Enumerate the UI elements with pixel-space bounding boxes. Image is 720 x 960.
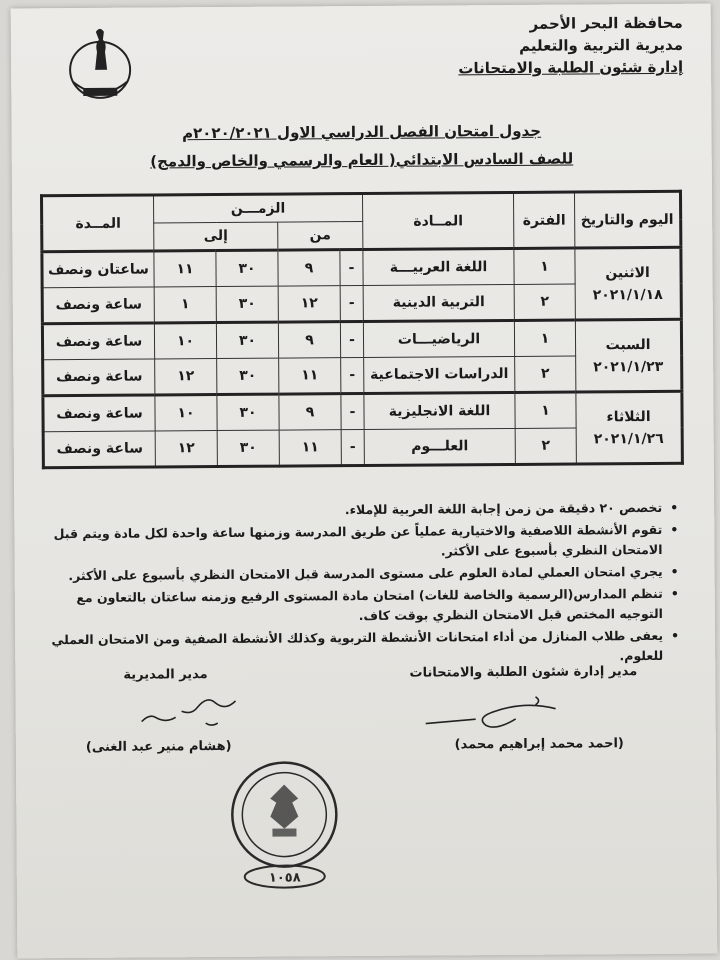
header-from: من — [278, 222, 363, 251]
title-block — [11, 116, 711, 177]
subject-cell: العلـــوم — [364, 428, 515, 465]
to-hour-cell: ١٠ — [155, 395, 217, 431]
table-row — [42, 247, 681, 287]
handwritten-signature-right-icon — [415, 689, 565, 736]
to-minute-cell: ٣٠ — [216, 286, 278, 322]
signature-title-left: مدير المديرية — [123, 667, 208, 683]
from-hour-cell: ١٢ — [278, 286, 340, 322]
header-day-date: اليوم والتاريخ — [574, 191, 680, 248]
to-hour-cell: ١١ — [154, 251, 216, 287]
dash-cell: - — [340, 286, 363, 322]
from-hour-cell: ١١ — [279, 430, 341, 466]
note-item: • يعفى طلاب المنازل من أداء امتحانات الأنشطة التربوية وكذلك الأنشطة الصفية ومن الامتحان العملي للعلوم. — [41, 626, 663, 670]
note-item: • يجري امتحان العملي لمادة العلوم على مستوى المدرسة قبل الامتحان النظري بأسبوع على الأكثر. — [41, 562, 663, 586]
header-period: الفترة — [513, 192, 574, 248]
handwritten-signature-left-icon — [135, 687, 245, 736]
note-item: • تقوم الأنشطة اللاصفية والاختيارية عملياً عن طريق المدرسة وزمنها ساعة واحدة لكل مادة ويتم قبل الامتحان النظري بأسبوع على الأكثر. — [40, 520, 662, 564]
period-cell: ١ — [514, 320, 575, 356]
signature-title-right: مدير إدارة شئون الطلبة والامتحانات — [409, 664, 638, 681]
signatory-name-right: (احمد محمد إبراهيم محمد) — [454, 736, 624, 753]
notes-block — [40, 498, 681, 672]
stamp-number: ١٠٥٨ — [268, 870, 301, 886]
dash-cell: - — [340, 250, 363, 286]
duration-cell: ساعة ونصف — [43, 359, 155, 396]
table-row — [43, 391, 682, 431]
duration-cell: ساعة ونصف — [43, 395, 155, 432]
to-minute-cell: ٣٠ — [217, 430, 279, 466]
table-row — [42, 319, 681, 359]
subject-cell: الرياضيـــات — [363, 320, 514, 357]
duration-cell: ساعة ونصف — [42, 287, 154, 324]
day-date: ٢٠٢١/١/١٨ — [592, 286, 663, 303]
dash-cell: - — [340, 322, 363, 358]
day-date: ٢٠٢١/١/٢٦ — [593, 430, 664, 447]
from-hour-cell: ١١ — [279, 358, 341, 394]
dash-cell: - — [341, 429, 364, 465]
subject-cell: الدراسات الاجتماعية — [364, 356, 515, 393]
header-duration: المــدة — [42, 195, 154, 252]
dash-cell: - — [341, 357, 364, 393]
period-cell: ٢ — [514, 284, 575, 320]
period-cell: ٢ — [515, 356, 576, 392]
day-cell — [575, 247, 682, 320]
note-item: • تخصص ٢٠ دقيقة من زمن إجابة اللغة العربية للإملاء. — [40, 498, 662, 522]
subject-cell: اللغة الانجليزية — [364, 392, 515, 429]
official-stamp-icon — [224, 758, 351, 891]
to-minute-cell: ٣٠ — [216, 322, 278, 358]
period-cell: ١ — [515, 392, 576, 428]
schedule-subtitle: للصف السادس الابتدائي( العام والرسمي والخاص والدمج) — [150, 149, 574, 171]
subject-cell: التربية الدينية — [363, 284, 514, 321]
header-time: الزمـــن — [153, 194, 362, 223]
duration-cell: ساعة ونصف — [42, 323, 154, 360]
day-name: الثلاثاء — [606, 408, 651, 425]
ministry-logo-icon — [65, 22, 136, 106]
to-minute-cell: ٣٠ — [216, 250, 278, 286]
day-date: ٢٠٢١/١/٢٣ — [593, 358, 664, 375]
day-name: السبت — [605, 336, 651, 353]
to-hour-cell: ١٠ — [154, 323, 216, 359]
from-hour-cell: ٩ — [279, 394, 341, 430]
period-cell: ١ — [514, 248, 575, 284]
day-name: الاثنين — [605, 264, 650, 281]
to-hour-cell: ١٢ — [155, 359, 217, 395]
header-governorate: محافظة البحر الأحمر — [529, 13, 683, 33]
day-cell — [575, 319, 682, 392]
duration-cell: ساعة ونصف — [43, 431, 155, 468]
to-hour-cell: ١٢ — [155, 431, 217, 467]
from-hour-cell: ٩ — [278, 322, 340, 358]
schedule-title: جدول امتحان الفصل الدراسي الاول ٢٠٢٠/٢٠٢١م — [182, 121, 542, 143]
subject-cell: اللغة العربيـــة — [363, 248, 514, 285]
header-administration: إدارة شئون الطلبة والامتحانات — [458, 57, 684, 78]
duration-cell: ساعتان ونصف — [42, 251, 154, 288]
header-to: إلى — [154, 222, 278, 251]
document-page — [11, 4, 718, 959]
from-hour-cell: ٩ — [278, 250, 340, 286]
dash-cell: - — [341, 393, 364, 429]
header-subject: المــادة — [362, 192, 513, 249]
header-block — [458, 12, 683, 80]
day-cell — [576, 391, 683, 464]
exam-schedule-table — [40, 190, 684, 469]
header-directorate: مديرية التربية والتعليم — [519, 35, 684, 55]
to-minute-cell: ٣٠ — [217, 394, 279, 430]
note-item: • تنظم المدارس(الرسمية والخاصة للغات) امتحان مادة المستوى الرفيع وزمنه ساعتان بالتعاون مع التوجيه المختص قبل الامتحان النظري بوقت كاف. — [41, 584, 663, 628]
to-hour-cell: ١ — [154, 287, 216, 323]
to-minute-cell: ٣٠ — [217, 358, 279, 394]
period-cell: ٢ — [515, 428, 576, 464]
signatory-name-left: (هشام منير عبد الغنى) — [85, 738, 232, 755]
